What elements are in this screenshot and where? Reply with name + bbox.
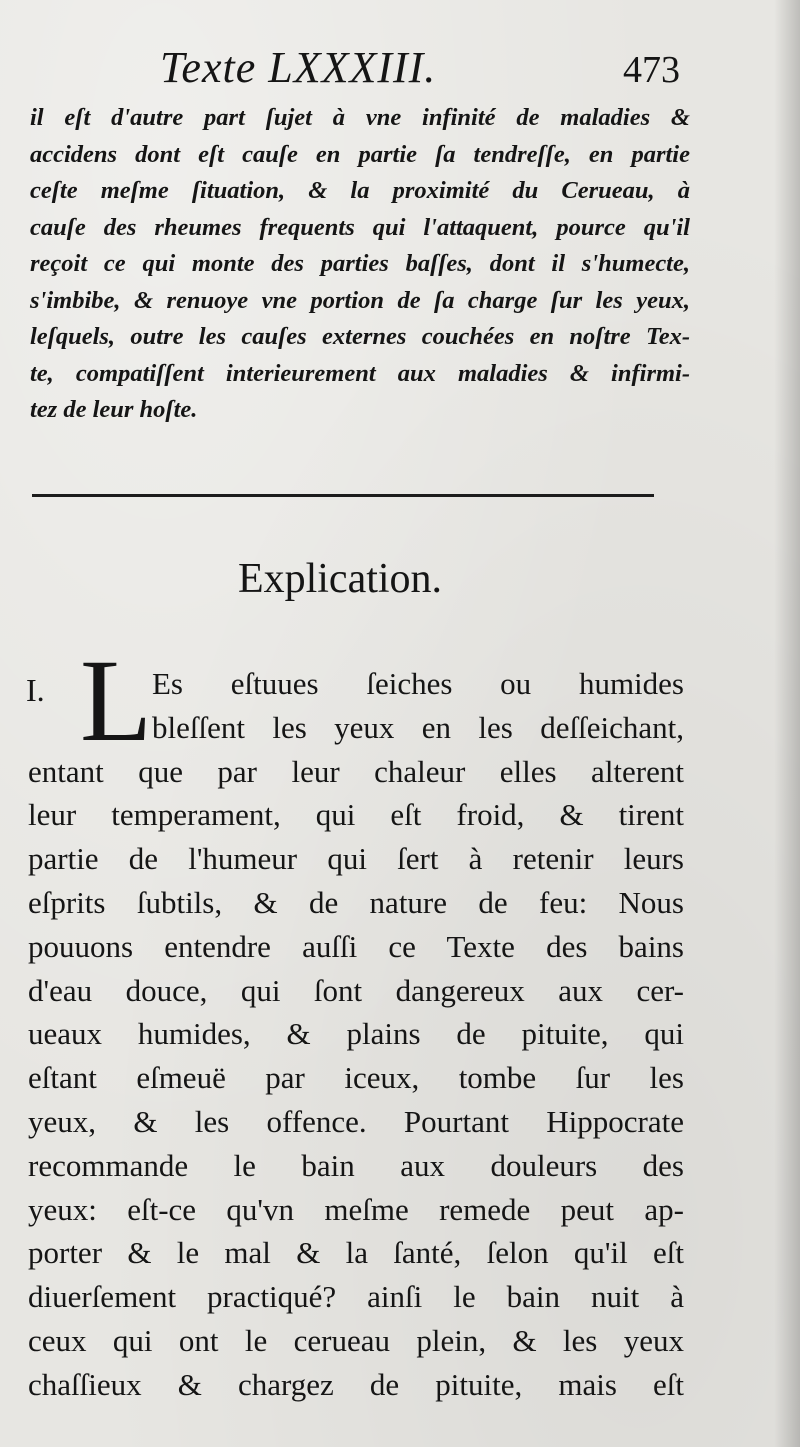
- text-line: cauſe des rheumes frequents qui l'attaquent, pource qu'il: [30, 213, 690, 241]
- section-heading: Explication.: [237, 556, 443, 602]
- text-line: ueaux humides, & plains de pituite, qui: [28, 1016, 684, 1052]
- text-line: reçoit ce qui monte des parties baſſes, dont il s'humecte,: [30, 250, 690, 277]
- text-line: leur temperament, qui eſt froid, & tirent: [28, 797, 684, 833]
- text-line: Es eſtuues ſeiches ou humides: [152, 666, 684, 701]
- text-line: tez de leur hoſte.: [30, 396, 198, 423]
- text-line: yeux: eſt-ce qu'vn meſme remede peut ap-: [28, 1191, 684, 1227]
- text-line: pouuons entendre auſſi ce Texte des bains: [28, 928, 684, 964]
- running-head: [160, 42, 680, 102]
- text-line: leſquels, outre les cauſes externes couchées en noſtre Tex-: [30, 323, 690, 350]
- text-line: bleſſent les yeux en les deſſeichant,: [152, 709, 684, 745]
- text-line: yeux, & les offence. Pourtant Hippocrate: [28, 1103, 684, 1139]
- page-number: 473: [623, 49, 680, 91]
- text-line: il eſt d'autre part ſujet à vne infinité de maladies &: [30, 104, 690, 131]
- text-line: te, compatiſſent interieurement aux maladies & infirmi-: [30, 359, 690, 387]
- page-edge-shadow: [774, 0, 800, 1447]
- text-line: partie de l'humeur qui ſert à retenir leurs: [28, 841, 684, 877]
- text-line: accidens dont eſt cauſe en partie ſa tendreſſe, en partie: [30, 140, 690, 168]
- running-title: Texte LXXXIII.: [160, 43, 437, 92]
- continued-paragraph: [30, 100, 690, 429]
- text-line: eſprits ſubtils, & de nature de feu: Nous: [28, 884, 684, 920]
- text-line: chaſſieux & chargez de pituite, mais eſt: [28, 1366, 684, 1402]
- drop-cap: L: [80, 635, 153, 766]
- text-line: diuerſement practiqué? ainſi le bain nuit à: [28, 1279, 684, 1315]
- text-line: entant que par leur chaleur elles alterent: [28, 753, 684, 789]
- text-line: ceux qui ont le cerueau plein, & les yeux: [28, 1322, 684, 1358]
- text-line: porter & le mal & la ſanté, ſelon qu'il eſt: [28, 1235, 684, 1271]
- text-line: ceſte meſme ſituation, & la proximité du Cerueau, à: [30, 177, 690, 204]
- horizontal-rule: [32, 494, 654, 497]
- text-line: eſtant eſmeuë par iceux, tombe ſur les: [28, 1060, 684, 1096]
- text-line: d'eau douce, qui ſont dangereux aux cer-: [28, 972, 684, 1008]
- explication-paragraph: [28, 662, 684, 1407]
- paragraph-number: I.: [26, 672, 45, 708]
- text-line: s'imbibe, & renuoye vne portion de ſa charge ſur les yeux,: [30, 286, 690, 314]
- text-line: recommande le bain aux douleurs des: [28, 1147, 684, 1183]
